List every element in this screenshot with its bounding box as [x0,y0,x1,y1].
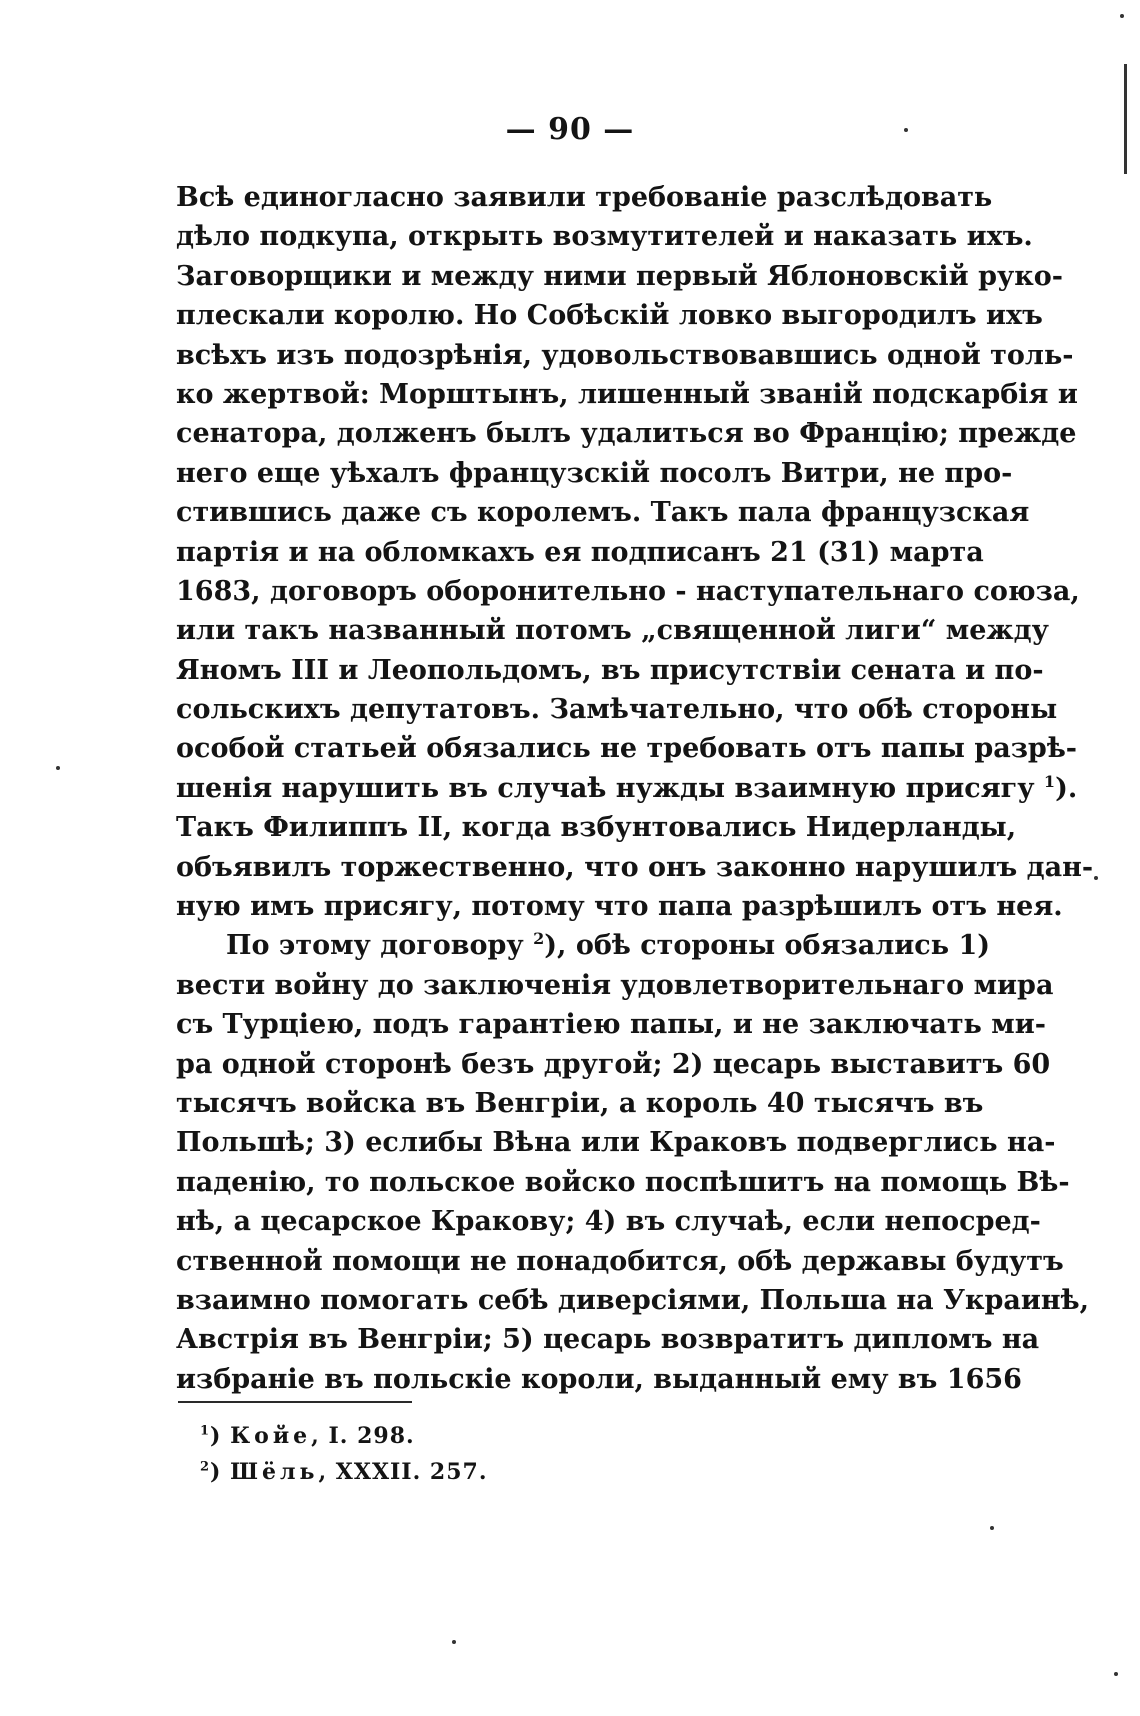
text-line: объявилъ торжественно, что онъ законно нарушилъ дан- [176,851,1094,883]
text-line: избраніе въ польскіе короли, выданный ему въ 1656 [176,1363,1022,1395]
scan-speck [1114,1672,1118,1676]
text-line: него еще уѣхалъ французскій посолъ Витри, не про- [176,457,1013,489]
footnote-ref-2: 2 [533,929,545,949]
scan-speck [904,128,908,132]
text-line: Заговорщики и между ними первый Яблоновскій руко- [176,260,1063,292]
text-segment: шенія нарушить въ случаѣ нужды взаимную присягу [176,772,1035,804]
text-line: сенатора, долженъ былъ удалиться во Францію; прежде [176,418,1077,450]
text-line: Всѣ единогласно заявили требованіе разслѣдовать [176,182,993,213]
body-text [176,178,1094,1399]
text-line: ственной помощи не понадобится, обѣ державы будутъ [176,1245,1064,1277]
text-line: ра одной сторонѣ безъ другой; 2) цесарь выставитъ 60 [176,1048,1051,1080]
page-number: — 90 — [505,112,635,147]
footnote-author: Шёль [230,1459,319,1485]
text-line: Такъ Филиппъ II, когда взбунтовались Нидерланды, [176,812,1017,844]
text-line: Польшѣ; 3) еслибы Вѣна или Краковъ подверглись на- [176,1127,1056,1159]
scan-speck [1120,14,1124,18]
scan-speck [56,766,60,770]
text-segment: ), обѣ стороны обязались 1) [544,930,991,962]
text-line: Яномъ III и Леопольдомъ, въ присутствіи сената и по- [176,654,1044,686]
text-line: вести войну до заключенія удовлетворительнаго мира [176,969,1054,1001]
text-line: тысячъ войска въ Венгріи, а король 40 тысячъ въ [176,1087,984,1119]
text-line: всѣхъ изъ подозрѣнія, удовольствовавшись одной толь- [176,339,1074,371]
text-line: особой статьей обязались не требовать отъ папы разрѣ- [176,733,1078,765]
text-line-with-footnote [176,769,1078,808]
text-line: съ Турціею, подъ гарантіею папы, и не заключать ми- [176,1009,1046,1041]
footnote-2 [200,1454,488,1490]
text-segment: ). [1055,772,1078,804]
text-line: паденію, то польское войско поспѣшитъ на помощь Вѣ- [176,1166,1070,1198]
text-line: ко жертвой: Морштынъ, лишенный званій подскарбія и [176,378,1078,410]
scan-speck [990,1526,994,1530]
footnote-mark-close: ) [210,1423,222,1449]
footnote-ref-1: 1 [1043,771,1056,791]
scan-speck [1094,876,1098,880]
text-line: 1683, договоръ оборонительно - наступательнаго союза, [176,575,1080,607]
text-line: стившись даже съ королемъ. Такъ пала французская [176,497,1030,529]
text-line: сольскихъ депутатовъ. Замѣчательно, что обѣ стороны [176,694,1058,726]
footnote-divider [178,1401,412,1403]
footnote-mark: 1 [200,1423,211,1439]
text-line: нѣ, а цесарское Кракову; 4) въ случаѣ, если непосред- [176,1206,1041,1238]
scan-edge-line [1124,64,1127,174]
text-line: ную имъ присягу, потому что папа разрѣшилъ отъ нея. [176,891,1063,923]
footnote-reference: , XXXII. 257. [318,1459,488,1485]
text-line: партія и на обломкахъ ея подписанъ 21 (31) марта [176,536,984,568]
text-line: или такъ названный потомъ „священной лиги“ между [176,615,1049,647]
scan-speck [452,1640,456,1644]
footnote-reference: , I. 298. [311,1423,415,1449]
text-line: плескали королю. Но Собѣскій ловко выгородилъ ихъ [176,300,1043,332]
footnote-author: Койе [230,1423,312,1449]
text-segment: По этому договору [226,930,524,962]
footnote-mark-close: ) [210,1459,222,1485]
text-line: Австрія въ Венгріи; 5) цесарь возвратитъ дипломъ на [176,1324,1040,1356]
footnotes [200,1418,488,1490]
footnote-mark: 2 [200,1459,211,1475]
text-line: дѣло подкупа, открыть возмутителей и наказать ихъ. [176,221,1033,253]
paragraph-2-first-line [176,926,991,965]
text-line: взаимно помогать себѣ диверсіями, Польша на Украинѣ, [176,1284,1090,1316]
footnote-1 [200,1418,488,1454]
